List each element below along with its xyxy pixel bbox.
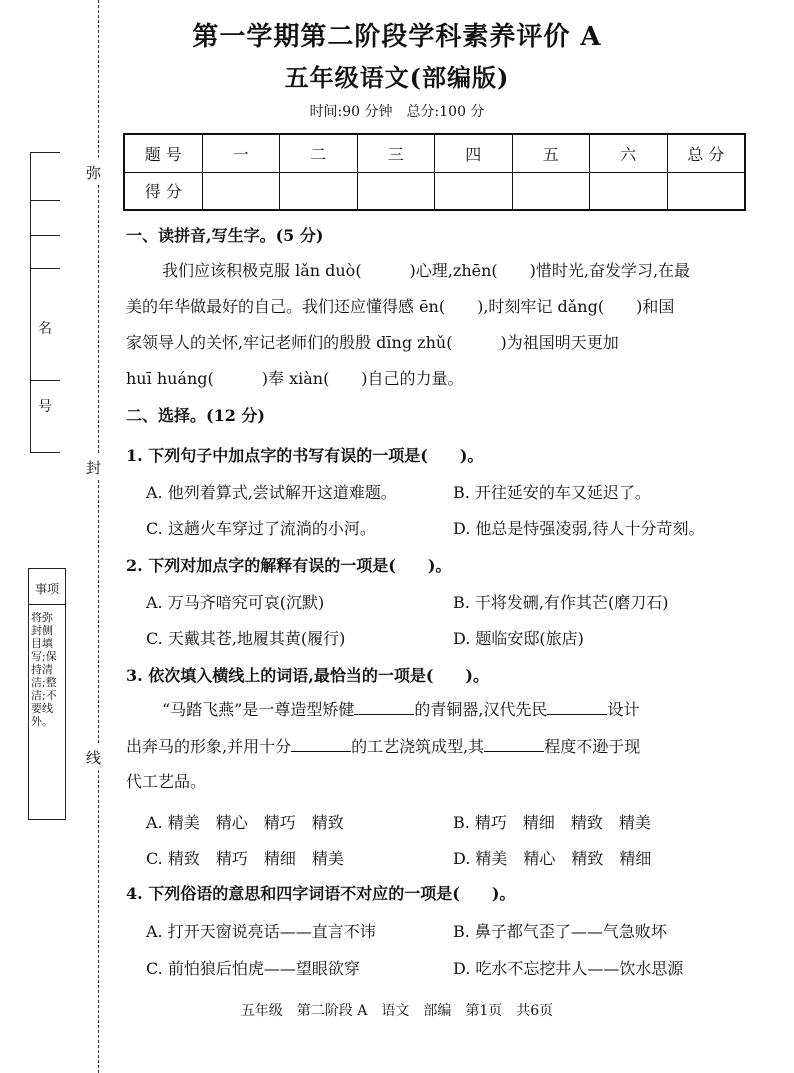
q1-option-d[interactable]: D. 他总是恃强凌弱,待人十分苛刻。 (453, 519, 705, 538)
score-cell: 六 (590, 134, 668, 172)
score-cell: 五 (512, 134, 590, 172)
info-line (30, 380, 60, 381)
q3-text: 出奔马的形象,并用十分 (126, 737, 292, 756)
score-input-cell[interactable] (435, 172, 513, 210)
binding-char-feng: 封 (86, 455, 101, 480)
q3-text: 设计 (607, 700, 640, 719)
exam-meta: 时间:90 分钟 总分:100 分 (309, 104, 485, 120)
section1-line: 家领导人的关怀,牢记老师们的殷殷 dīng zhǔ( )为祖国明天更加 (126, 333, 619, 352)
q1-stem: 1. 下列句子中加点字的书写有误的一项是( )。 (126, 446, 484, 465)
section2-heading: 二、选择。(12 分) (126, 406, 265, 425)
q4-option-a[interactable]: A. 打开天窗说亮话——直言不讳 (146, 922, 376, 941)
q3-text: 的青铜器,汉代先民 (414, 700, 548, 719)
q3-blank-4[interactable] (484, 737, 544, 752)
notice-box (28, 568, 66, 820)
info-line (30, 268, 60, 269)
q3-text: 的工艺浇筑成型,其 (351, 737, 485, 756)
q3-passage-line2 (126, 737, 640, 756)
q3-option-a[interactable]: A. 精美 精心 精巧 精致 (146, 813, 344, 832)
score-cell: 得 分 (124, 172, 202, 210)
q4-option-c[interactable]: C. 前怕狼后怕虎——望眼欲穿 (146, 959, 360, 978)
q4-option-b[interactable]: B. 鼻子都气歪了——气急败坏 (453, 922, 667, 941)
score-cell: 三 (357, 134, 435, 172)
score-input-cell[interactable] (512, 172, 590, 210)
number-label: 号 (38, 399, 52, 415)
q3-option-c[interactable]: C. 精致 精巧 精细 精美 (146, 849, 344, 868)
score-input-cell[interactable] (280, 172, 358, 210)
q4-option-d[interactable]: D. 吃水不忘挖井人——饮水思源 (453, 959, 684, 978)
info-line (30, 152, 60, 153)
score-cell: 一 (202, 134, 280, 172)
q2-option-b[interactable]: B. 干将发硎,有作其芒(磨刀石) (453, 593, 669, 612)
q2-stem: 2. 下列对加点字的解释有误的一项是( )。 (126, 556, 452, 575)
info-line (30, 200, 60, 201)
section1-line: huī huáng( )奉 xiàn( )自己的力量。 (126, 369, 464, 388)
name-label: 名 (38, 321, 52, 337)
binding-char-xian: 线 (86, 745, 101, 770)
score-table-score-row (124, 172, 745, 210)
q3-blank-1[interactable] (354, 700, 414, 715)
score-cell: 总 分 (667, 134, 745, 172)
q3-option-d[interactable]: D. 精美 精心 精致 精细 (453, 849, 652, 868)
score-input-cell[interactable] (357, 172, 435, 210)
page-subtitle: 五年级语文(部编版) (284, 63, 510, 92)
q3-blank-2[interactable] (547, 700, 607, 715)
notice-body: 将弥封侧目填写;保持清洁;整洁;不要线外。 (31, 611, 57, 728)
q2-option-d[interactable]: D. 题临安邸(旅店) (453, 629, 584, 648)
score-cell: 题 号 (124, 134, 202, 172)
score-cell: 四 (435, 134, 513, 172)
q3-passage-line3: 代工艺品。 (126, 772, 207, 791)
section1-line: 美的年华做最好的自己。我们还应懂得感 ēn( ),时刻牢记 dǎng( )和国 (126, 297, 675, 316)
q2-option-a[interactable]: A. 万马齐喑究可哀(沉默) (146, 593, 325, 612)
score-table-header-row (124, 134, 745, 172)
student-info-box (30, 152, 31, 452)
score-input-cell[interactable] (202, 172, 280, 210)
score-table (123, 133, 746, 211)
q2-option-c[interactable]: C. 天戴其苍,地履其黄(履行) (146, 629, 346, 648)
q1-option-a[interactable]: A. 他列着算式,尝试解开这道难题。 (146, 483, 397, 502)
q3-option-b[interactable]: B. 精巧 精细 精致 精美 (453, 813, 651, 832)
q1-option-b[interactable]: B. 开往延安的车又延迟了。 (453, 483, 651, 502)
score-cell: 二 (280, 134, 358, 172)
q3-passage-line1 (162, 700, 639, 719)
notice-title: 事项 (29, 569, 65, 605)
section1-line: 我们应该积极克服 lǎn duò( )心理,zhēn( )惜时光,奋发学习,在最 (162, 261, 691, 280)
score-input-cell[interactable] (667, 172, 745, 210)
info-line (30, 452, 60, 453)
section1-heading: 一、读拼音,写生字。(5 分) (126, 226, 324, 245)
q4-stem: 4. 下列俗语的意思和四字词语不对应的一项是( )。 (126, 884, 516, 903)
info-line (30, 235, 60, 236)
binding-char-mi: 弥 (86, 160, 101, 185)
q3-text: 程度不逊于现 (544, 737, 641, 756)
q3-blank-3[interactable] (291, 737, 351, 752)
q1-option-c[interactable]: C. 这趟火车穿过了流淌的小河。 (146, 519, 376, 538)
score-input-cell[interactable] (590, 172, 668, 210)
q3-stem: 3. 依次填入横线上的词语,最恰当的一项是( )。 (126, 666, 489, 685)
q3-text: “马踏飞燕”是一尊造型矫健 (162, 700, 355, 719)
page-title: 第一学期第二阶段学科素养评价 A (192, 22, 602, 52)
page-footer: 五年级 第二阶段 A 语文 部编 第1页 共6页 (240, 1003, 554, 1019)
